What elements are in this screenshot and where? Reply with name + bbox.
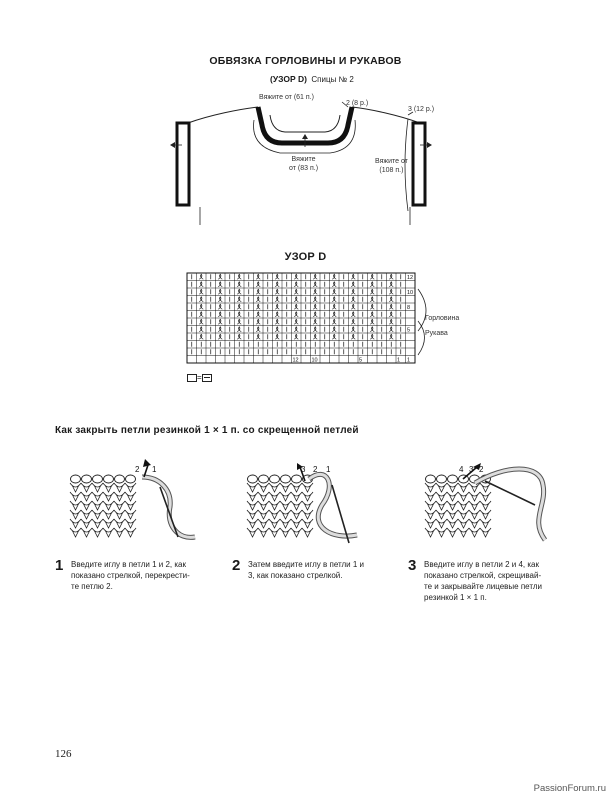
chart-cell-twisted bbox=[332, 297, 336, 302]
svg-text:2: 2 bbox=[479, 465, 484, 474]
knit-stitch bbox=[247, 492, 258, 501]
chart-cell-twisted bbox=[256, 297, 260, 302]
chart-cell-twisted bbox=[218, 297, 222, 302]
sleeve-rows-label: 3 (12 р.) bbox=[408, 106, 435, 113]
chart-cell-twisted bbox=[218, 289, 222, 294]
step-text: Введите иглу в петли 2 и 4, как показано стрелкой, скрещивай- те и закрывайте лицевые петли резинкой 1 × 1 п. bbox=[424, 560, 542, 602]
chart-cell-twisted bbox=[313, 334, 317, 339]
knit-stitch bbox=[81, 528, 92, 537]
chart-cell-twisted bbox=[294, 319, 298, 324]
chart-legend bbox=[187, 373, 212, 382]
chart-cell-twisted bbox=[313, 312, 317, 317]
knit-stitch bbox=[125, 492, 136, 501]
chart-cell-twisted bbox=[370, 289, 374, 294]
knit-stitch bbox=[70, 510, 81, 519]
knit-stitch bbox=[436, 492, 447, 501]
chart-cell-twisted bbox=[256, 304, 260, 309]
chart-cell-twisted bbox=[256, 312, 260, 317]
chart-cell-twisted bbox=[199, 312, 203, 317]
chart-cell-twisted bbox=[199, 289, 203, 294]
chart-cell-twisted bbox=[275, 334, 279, 339]
chart-cell-twisted bbox=[313, 297, 317, 302]
knit-stitch bbox=[458, 519, 469, 528]
chart-cell-twisted bbox=[294, 289, 298, 294]
section-title: ОБВЯЗКА ГОРЛОВИНЫ И РУКАВОВ bbox=[209, 55, 402, 67]
chart-cell-twisted bbox=[332, 304, 336, 309]
chart-cell-twisted bbox=[370, 334, 374, 339]
chart-cell-twisted bbox=[199, 297, 203, 302]
needle-loop bbox=[426, 475, 436, 483]
chart-cell-twisted bbox=[389, 304, 393, 309]
neck-bracket bbox=[418, 289, 426, 331]
chart-cell-twisted bbox=[199, 327, 203, 332]
chart-cell-twisted bbox=[389, 334, 393, 339]
neck-label: Горловина bbox=[425, 315, 460, 322]
chart-cell-twisted bbox=[256, 289, 260, 294]
knit-stitch bbox=[436, 528, 447, 537]
chart-cell-twisted bbox=[294, 282, 298, 287]
knit-stitch bbox=[302, 492, 313, 501]
chart-cell-twisted bbox=[237, 312, 241, 317]
chart-cell-twisted bbox=[313, 282, 317, 287]
knit-stitch bbox=[125, 501, 136, 510]
knit-stitch bbox=[447, 483, 458, 492]
chart-cell-twisted bbox=[294, 327, 298, 332]
chart-cell-twisted bbox=[313, 304, 317, 309]
chart-cell-twisted bbox=[351, 327, 355, 332]
knit-stitch bbox=[92, 510, 103, 519]
knit-stitch bbox=[125, 510, 136, 519]
knit-stitch bbox=[103, 510, 114, 519]
chart-cell-twisted bbox=[294, 297, 298, 302]
chart-cell-twisted bbox=[351, 304, 355, 309]
knit-stitch bbox=[447, 510, 458, 519]
step-text: Введите иглу в петли 1 и 2, как показано стрелкой, перекрести- те петлю 2. bbox=[71, 560, 190, 591]
chart-cell-twisted bbox=[256, 334, 260, 339]
svg-text:1: 1 bbox=[326, 465, 331, 474]
chart-cell-twisted bbox=[351, 274, 355, 279]
step-1-tag-1: 1 bbox=[152, 465, 157, 474]
knit-stitch bbox=[269, 483, 280, 492]
chart-cell-twisted bbox=[275, 327, 279, 332]
chart-cell-twisted bbox=[237, 289, 241, 294]
knit-stitch bbox=[458, 510, 469, 519]
knit-stitch bbox=[92, 528, 103, 537]
knit-stitch bbox=[114, 519, 125, 528]
knit-stitch bbox=[291, 501, 302, 510]
knit-stitch bbox=[103, 483, 114, 492]
knit-stitch bbox=[469, 501, 480, 510]
chart-cell-twisted bbox=[199, 334, 203, 339]
chart-cell-twisted bbox=[294, 304, 298, 309]
knit-stitch bbox=[247, 483, 258, 492]
chart-cell-twisted bbox=[256, 319, 260, 324]
knit-stitch bbox=[280, 528, 291, 537]
svg-text:4: 4 bbox=[459, 465, 464, 474]
pattern-label: (УЗОР D) bbox=[270, 74, 307, 84]
knit-stitch bbox=[81, 483, 92, 492]
knit-stitch bbox=[103, 528, 114, 537]
step-text: Затем введите иглу в петли 1 и 3, как показано стрелкой. bbox=[248, 560, 364, 580]
chart-cell-twisted bbox=[332, 334, 336, 339]
knit-stitch bbox=[103, 501, 114, 510]
chart-cell-twisted bbox=[256, 327, 260, 332]
knit-stitch bbox=[269, 519, 280, 528]
knit-stitch bbox=[425, 510, 436, 519]
knit-stitch bbox=[103, 519, 114, 528]
chart-cell-twisted bbox=[351, 334, 355, 339]
knit-stitch bbox=[302, 528, 313, 537]
back-pickup-label: Вяжите от (61 п.) bbox=[259, 94, 314, 101]
knit-stitch bbox=[425, 501, 436, 510]
knit-stitch bbox=[425, 519, 436, 528]
chart-cell-twisted bbox=[199, 274, 203, 279]
chart-row-number: 5 bbox=[407, 327, 411, 334]
chart-cell-twisted bbox=[370, 312, 374, 317]
knit-stitch bbox=[81, 492, 92, 501]
chart-cell-twisted bbox=[218, 304, 222, 309]
knit-stitch bbox=[436, 519, 447, 528]
chart-cell-twisted bbox=[389, 312, 393, 317]
needle-loop bbox=[437, 475, 447, 483]
chart-cell-twisted bbox=[218, 274, 222, 279]
chart-cell-twisted bbox=[389, 327, 393, 332]
knit-stitch bbox=[302, 510, 313, 519]
chart-cell-twisted bbox=[256, 282, 260, 287]
knit-stitch bbox=[70, 483, 81, 492]
chart-cell-twisted bbox=[199, 282, 203, 287]
knit-stitch bbox=[469, 519, 480, 528]
chart-cell-twisted bbox=[275, 304, 279, 309]
chart-cell-twisted bbox=[294, 334, 298, 339]
chart-cell-twisted bbox=[313, 319, 317, 324]
chart-cell-twisted bbox=[237, 319, 241, 324]
knit-stitch bbox=[125, 528, 136, 537]
knitting-chart bbox=[185, 271, 430, 371]
needle-loop bbox=[93, 475, 103, 483]
legend-equals: = bbox=[197, 373, 202, 382]
chart-cell-twisted bbox=[389, 289, 393, 294]
knit-stitch bbox=[258, 492, 269, 501]
chart-cell-twisted bbox=[332, 282, 336, 287]
chart-cell-twisted bbox=[199, 304, 203, 309]
chart-column-number: 1 bbox=[397, 357, 401, 364]
knit-stitch bbox=[114, 483, 125, 492]
chart-cell-twisted bbox=[237, 274, 241, 279]
knit-stitch bbox=[247, 519, 258, 528]
chart-cell-twisted bbox=[294, 274, 298, 279]
knit-stitch bbox=[469, 483, 480, 492]
needle-loop bbox=[115, 475, 125, 483]
knit-stitch bbox=[92, 483, 103, 492]
chart-cell-twisted bbox=[332, 319, 336, 324]
chart-cell-twisted bbox=[218, 327, 222, 332]
chart-cell-twisted bbox=[313, 274, 317, 279]
chart-cell-twisted bbox=[332, 289, 336, 294]
knit-stitch bbox=[269, 501, 280, 510]
knit-stitch bbox=[92, 492, 103, 501]
armhole-pickup-label: Вяжите от (108 п.) bbox=[375, 158, 408, 174]
rib-section-title: Как закрыть петли резинкой 1 × 1 п. со скрещенной петлей bbox=[55, 425, 359, 436]
chart-cell-twisted bbox=[351, 289, 355, 294]
knit-stitch bbox=[425, 492, 436, 501]
chart-cell-twisted bbox=[332, 327, 336, 332]
needle-loop bbox=[270, 475, 280, 483]
knit-stitch bbox=[258, 528, 269, 537]
knit-stitch bbox=[291, 483, 302, 492]
step-number: 1 bbox=[55, 557, 64, 574]
knit-stitch bbox=[480, 519, 491, 528]
knit-stitch bbox=[458, 528, 469, 537]
chart-cell-twisted bbox=[275, 319, 279, 324]
chart-cell-twisted bbox=[332, 312, 336, 317]
knit-stitch bbox=[70, 501, 81, 510]
chart-cell-twisted bbox=[237, 297, 241, 302]
svg-text:3: 3 bbox=[301, 465, 306, 474]
chart-cell-twisted bbox=[275, 282, 279, 287]
needle-loop bbox=[448, 475, 458, 483]
knit-stitch bbox=[480, 492, 491, 501]
knit-stitch bbox=[70, 528, 81, 537]
knit-stitch bbox=[258, 510, 269, 519]
knit-stitch bbox=[114, 501, 125, 510]
chart-cell-twisted bbox=[370, 304, 374, 309]
chart-cell-twisted bbox=[275, 297, 279, 302]
knit-stitch bbox=[447, 501, 458, 510]
knit-stitch bbox=[302, 519, 313, 528]
knit-stitch bbox=[436, 510, 447, 519]
knit-stitch bbox=[114, 528, 125, 537]
knit-stitch bbox=[425, 483, 436, 492]
knit-stitch bbox=[247, 528, 258, 537]
knit-stitch bbox=[425, 528, 436, 537]
knit-stitch bbox=[436, 501, 447, 510]
chart-cell-twisted bbox=[351, 282, 355, 287]
chart-cell-twisted bbox=[218, 334, 222, 339]
legend-purl-square bbox=[202, 374, 212, 382]
pattern-line bbox=[270, 74, 354, 84]
chart-cell-twisted bbox=[370, 274, 374, 279]
knit-stitch bbox=[269, 528, 280, 537]
chart-cell-twisted bbox=[370, 297, 374, 302]
chart-cell-twisted bbox=[256, 274, 260, 279]
knit-stitch bbox=[447, 519, 458, 528]
neck-rows-label: 2 (8 р.) bbox=[346, 100, 369, 107]
needle-loop bbox=[82, 475, 92, 483]
knit-stitch bbox=[291, 492, 302, 501]
chart-cell-twisted bbox=[351, 319, 355, 324]
knit-stitch bbox=[247, 510, 258, 519]
chart-cell-twisted bbox=[313, 327, 317, 332]
needle-loop bbox=[248, 475, 258, 483]
knit-stitch bbox=[125, 483, 136, 492]
knit-stitch bbox=[302, 501, 313, 510]
knit-stitch bbox=[103, 492, 114, 501]
chart-cell-twisted bbox=[275, 274, 279, 279]
knit-stitch bbox=[291, 510, 302, 519]
needle-loop bbox=[126, 475, 136, 483]
svg-text:2: 2 bbox=[313, 465, 318, 474]
chart-cell-twisted bbox=[275, 312, 279, 317]
chart-column-number: 10 bbox=[311, 357, 318, 364]
chart-cell-twisted bbox=[332, 274, 336, 279]
knit-stitch bbox=[280, 483, 291, 492]
chart-column-number: 12 bbox=[292, 357, 299, 364]
step-1-tag-2: 2 bbox=[135, 465, 140, 474]
watermark: PassionForum.ru bbox=[533, 783, 606, 794]
knit-stitch bbox=[81, 519, 92, 528]
chart-cell-twisted bbox=[275, 289, 279, 294]
knit-stitch bbox=[258, 501, 269, 510]
knit-stitch bbox=[258, 519, 269, 528]
chart-cell-twisted bbox=[294, 312, 298, 317]
knit-stitch bbox=[458, 492, 469, 501]
knit-stitch bbox=[447, 528, 458, 537]
knit-stitch bbox=[125, 519, 136, 528]
needle-loop bbox=[71, 475, 81, 483]
step-3-illustration bbox=[415, 455, 565, 550]
chart-cell-twisted bbox=[199, 319, 203, 324]
step-number: 2 bbox=[232, 557, 241, 574]
knit-stitch bbox=[70, 492, 81, 501]
chart-row-number: 10 bbox=[407, 290, 414, 296]
chart-cell-twisted bbox=[370, 319, 374, 324]
chart-cell-twisted bbox=[218, 312, 222, 317]
knit-stitch bbox=[469, 492, 480, 501]
step-number: 3 bbox=[408, 557, 417, 574]
chart-title: УЗОР D bbox=[284, 251, 327, 263]
sleeve-label: Рукава bbox=[425, 330, 448, 337]
step-2-illustration bbox=[237, 455, 387, 550]
needle-loop bbox=[259, 475, 269, 483]
chart-cell-twisted bbox=[218, 319, 222, 324]
knit-stitch bbox=[70, 519, 81, 528]
knit-stitch bbox=[291, 528, 302, 537]
chart-row-number: 8 bbox=[407, 305, 411, 311]
knit-stitch bbox=[81, 501, 92, 510]
chart-cell-twisted bbox=[237, 282, 241, 287]
knit-stitch bbox=[92, 519, 103, 528]
needle-loop bbox=[281, 475, 291, 483]
needle-loop bbox=[104, 475, 114, 483]
chart-cell-twisted bbox=[370, 282, 374, 287]
knit-stitch bbox=[469, 528, 480, 537]
knit-stitch bbox=[280, 492, 291, 501]
knit-stitch bbox=[480, 501, 491, 510]
chart-row-number: 12 bbox=[407, 275, 414, 281]
knit-stitch bbox=[458, 501, 469, 510]
knit-stitch bbox=[447, 492, 458, 501]
knit-stitch bbox=[436, 483, 447, 492]
chart-cell-twisted bbox=[351, 297, 355, 302]
knit-stitch bbox=[258, 483, 269, 492]
knit-stitch bbox=[480, 510, 491, 519]
knit-stitch bbox=[92, 501, 103, 510]
knit-stitch bbox=[81, 510, 92, 519]
needles-label: Спицы № 2 bbox=[311, 75, 354, 84]
knit-stitch bbox=[302, 483, 313, 492]
knit-stitch bbox=[114, 510, 125, 519]
knit-stitch bbox=[247, 501, 258, 510]
legend-empty-square bbox=[187, 374, 197, 382]
page-number: 126 bbox=[55, 748, 72, 760]
chart-cell-twisted bbox=[237, 334, 241, 339]
chart-cell-twisted bbox=[370, 327, 374, 332]
knit-stitch bbox=[480, 483, 491, 492]
svg-text:3: 3 bbox=[469, 465, 474, 474]
knit-stitch bbox=[280, 519, 291, 528]
chart-cell-twisted bbox=[389, 319, 393, 324]
chart-cell-twisted bbox=[389, 274, 393, 279]
knit-stitch bbox=[458, 483, 469, 492]
sleeve-bracket bbox=[418, 321, 425, 355]
chart-cell-twisted bbox=[389, 282, 393, 287]
chart-cell-twisted bbox=[351, 312, 355, 317]
chart-cell-twisted bbox=[237, 304, 241, 309]
knit-stitch bbox=[269, 492, 280, 501]
front-pickup-label: Вяжите от (83 п.) bbox=[289, 156, 319, 172]
knit-stitch bbox=[280, 510, 291, 519]
knit-stitch bbox=[280, 501, 291, 510]
knit-stitch bbox=[291, 519, 302, 528]
step-1-illustration bbox=[60, 455, 210, 550]
knit-stitch bbox=[469, 510, 480, 519]
knit-stitch bbox=[269, 510, 280, 519]
chart-cell-twisted bbox=[218, 282, 222, 287]
knit-stitch bbox=[114, 492, 125, 501]
knit-stitch bbox=[480, 528, 491, 537]
chart-row-number: 1 bbox=[407, 357, 411, 364]
chart-cell-twisted bbox=[313, 289, 317, 294]
chart-cell-twisted bbox=[389, 297, 393, 302]
chart-cell-twisted bbox=[237, 327, 241, 332]
chart-column-number: 5 bbox=[359, 357, 363, 364]
needle-loop bbox=[292, 475, 302, 483]
